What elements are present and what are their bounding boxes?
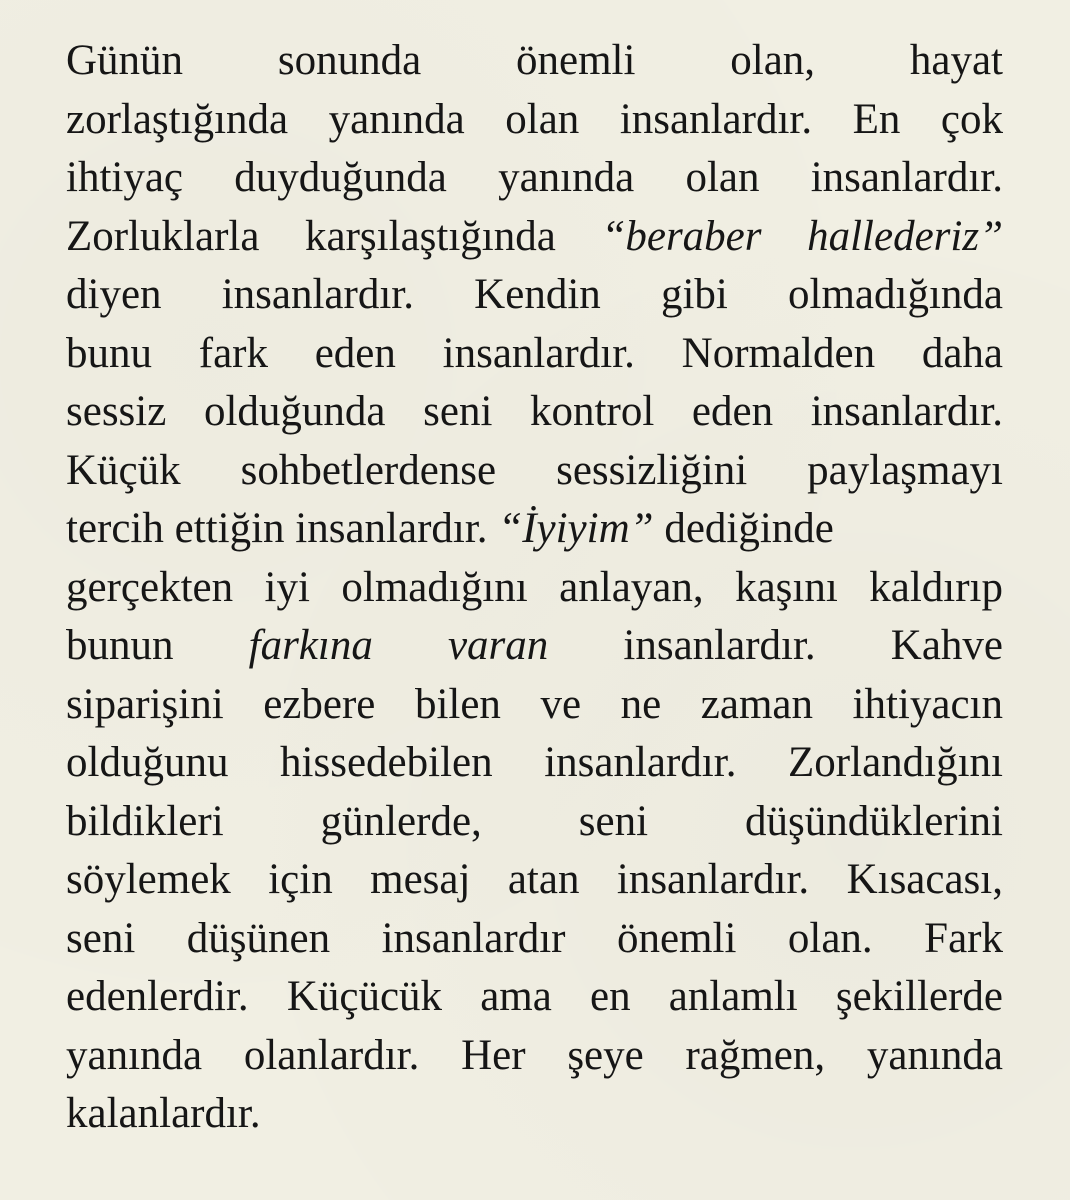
text-line	[66, 734, 1003, 793]
text-line	[66, 91, 1003, 150]
text-run: Küçük sohbetlerdense sessizliğini paylaşmayı	[66, 446, 1003, 494]
text-run: bunun	[66, 622, 249, 669]
text-run: edenlerdir. Küçücük ama en anlamlı şekillerde	[66, 973, 1003, 1020]
text-line	[66, 266, 1003, 325]
text-line	[66, 851, 1003, 910]
text-run: seni düşünen insanlardır önemli olan. Fark	[66, 914, 1003, 962]
text-run: tercih ettiğin insanlardır.	[66, 505, 499, 552]
text-line	[66, 617, 1003, 676]
text-line	[66, 910, 1003, 969]
text-run: bunu fark eden insanlardır. Normalden daha	[66, 329, 1003, 377]
text-run: diyen insanlardır. Kendin gibi olmadığında	[66, 271, 1003, 318]
text-run: zorlaştığında yanında olan insanlardır. En çok	[66, 95, 1003, 143]
text-line	[66, 383, 1003, 442]
text-run: olduğunu hissedebilen insanlardır. Zorlandığını	[66, 739, 1003, 786]
italic-phrase: “beraber hallederiz”	[601, 212, 1003, 260]
italic-phrase: farkına varan	[248, 622, 549, 669]
text-run: siparişini ezbere bilen ve ne zaman ihtiyacın	[66, 680, 1003, 728]
text-run: Zorluklarla karşılaştığında	[66, 212, 602, 260]
italic-phrase: “İyiyim”	[498, 505, 654, 552]
text-run: insanlardır. Kahve	[548, 622, 1003, 669]
text-line	[66, 793, 1003, 852]
text-run: dediğinde	[653, 505, 834, 552]
text-run: Günün sonunda önemli olan, hayat	[66, 37, 1003, 84]
text-line	[66, 325, 1003, 384]
text-line	[66, 968, 1003, 1027]
text-line	[66, 500, 1003, 559]
text-line	[66, 32, 1003, 91]
text-line	[66, 208, 1003, 267]
text-line	[66, 676, 1003, 735]
text-line	[66, 1027, 1003, 1086]
text-line	[66, 1085, 1003, 1144]
text-line	[66, 149, 1003, 208]
text-run: gerçekten iyi olmadığını anlayan, kaşını kaldırıp	[66, 563, 1003, 611]
text-run: bildikleri günlerde, seni düşündüklerini	[66, 797, 1003, 845]
text-line	[66, 559, 1003, 618]
body-paragraph	[66, 32, 1003, 1144]
text-run: sessiz olduğunda seni kontrol eden insanlardır.	[66, 388, 1003, 435]
text-run: ihtiyaç duyduğunda yanında olan insanlardır.	[66, 154, 1003, 201]
text-line	[66, 442, 1003, 501]
text-run: kalanlardır.	[66, 1090, 261, 1137]
text-run: söylemek için mesaj atan insanlardır. Kısacası,	[66, 856, 1003, 903]
text-run: yanında olanlardır. Her şeye rağmen, yanında	[66, 1031, 1003, 1079]
